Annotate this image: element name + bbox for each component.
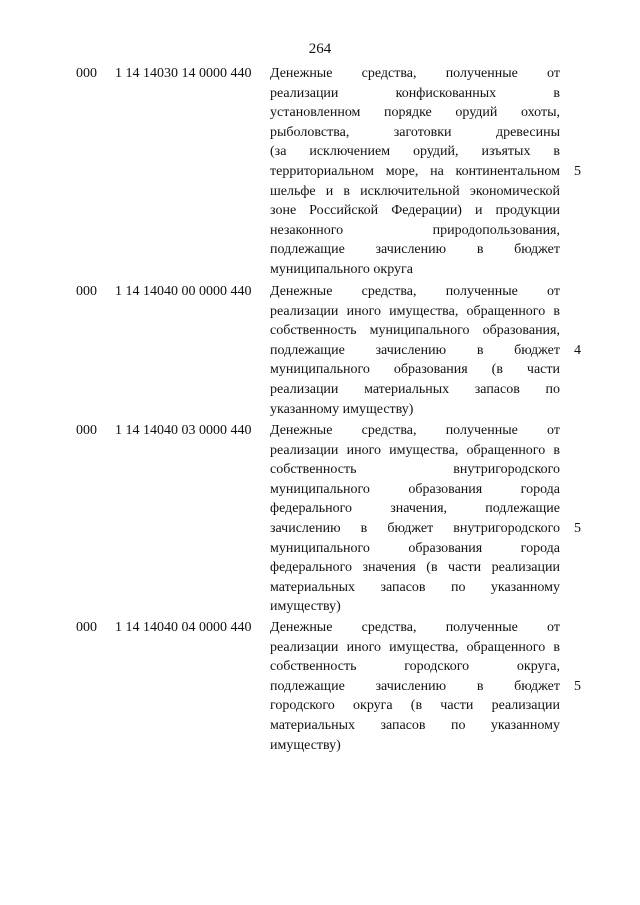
admin-code: 000	[76, 66, 97, 81]
distribution-norm: 5	[574, 678, 581, 694]
description-line: Денежные средства, полученные от	[270, 284, 560, 299]
description-line: реализации конфискованных в	[270, 85, 560, 101]
description-line: Денежные средства, полученные от	[270, 620, 560, 635]
page-number: 264	[308, 41, 332, 57]
revenue-description	[270, 421, 560, 617]
distribution-norm: 5	[574, 521, 581, 536]
description-line: материальных запасов по указанному	[270, 579, 560, 595]
description-line: зачислению в бюджет внутригородского	[270, 520, 560, 536]
description-line: имуществу)	[270, 599, 341, 615]
description-line: собственность городского округа,	[270, 659, 560, 675]
description-line: Денежные средства, полученные от	[270, 423, 560, 438]
description-line: незаконного природопользования,	[270, 222, 560, 238]
description-line: реализации иного имущества, обращенного в	[270, 442, 560, 458]
revenue-description	[270, 282, 560, 419]
description-line: Денежные средства, полученные от	[270, 66, 560, 81]
description-line: собственность муниципального образования,	[270, 323, 560, 339]
description-line: (за исключением орудий, изъятых в	[270, 144, 560, 160]
description-line: установленном порядке орудий охоты,	[270, 105, 560, 121]
description-line: реализации иного имущества, обращенного в	[270, 639, 560, 655]
description-line: городского округа (в части реализации	[270, 698, 560, 714]
admin-code: 000	[76, 620, 97, 635]
description-line: федерального значения, подлежащие	[270, 501, 560, 517]
revenue-description	[270, 618, 560, 755]
description-line: подлежащие зачислению в бюджет	[270, 342, 560, 358]
description-line: муниципального образования города	[270, 540, 560, 556]
description-line: материальных запасов по указанному	[270, 717, 560, 733]
distribution-norm: 5	[574, 164, 581, 179]
description-line: собственность внутригородского	[270, 462, 560, 478]
budget-classification-code: 1 14 14040 04 0000 440	[115, 620, 252, 635]
distribution-norm: 4	[574, 342, 581, 358]
description-line: подлежащие зачислению в бюджет	[270, 242, 560, 258]
description-line: рыболовства, заготовки древесины	[270, 124, 560, 140]
description-line: федерального значения (в части реализации	[270, 560, 560, 576]
budget-classification-code: 1 14 14040 03 0000 440	[115, 423, 252, 438]
description-line: реализации материальных запасов по	[270, 381, 560, 397]
revenue-description	[270, 64, 560, 280]
description-line: подлежащие зачислению в бюджет	[270, 678, 560, 694]
admin-code: 000	[76, 423, 97, 438]
description-line: муниципального округа	[270, 261, 413, 277]
admin-code: 000	[76, 284, 97, 299]
description-line: шельфе и в исключительной экономической	[270, 183, 560, 199]
description-line: зоне Российской Федерации) и продукции	[270, 203, 560, 219]
description-line: реализации иного имущества, обращенного в	[270, 303, 560, 319]
description-line: муниципального образования (в части	[270, 362, 560, 378]
description-line: имуществу)	[270, 737, 341, 753]
description-line: указанному имуществу)	[270, 401, 414, 417]
budget-classification-code: 1 14 14040 00 0000 440	[115, 284, 252, 299]
description-line: территориальном море, на континентальном	[270, 163, 560, 179]
description-line: муниципального образования города	[270, 481, 560, 497]
budget-classification-code: 1 14 14030 14 0000 440	[115, 66, 252, 81]
